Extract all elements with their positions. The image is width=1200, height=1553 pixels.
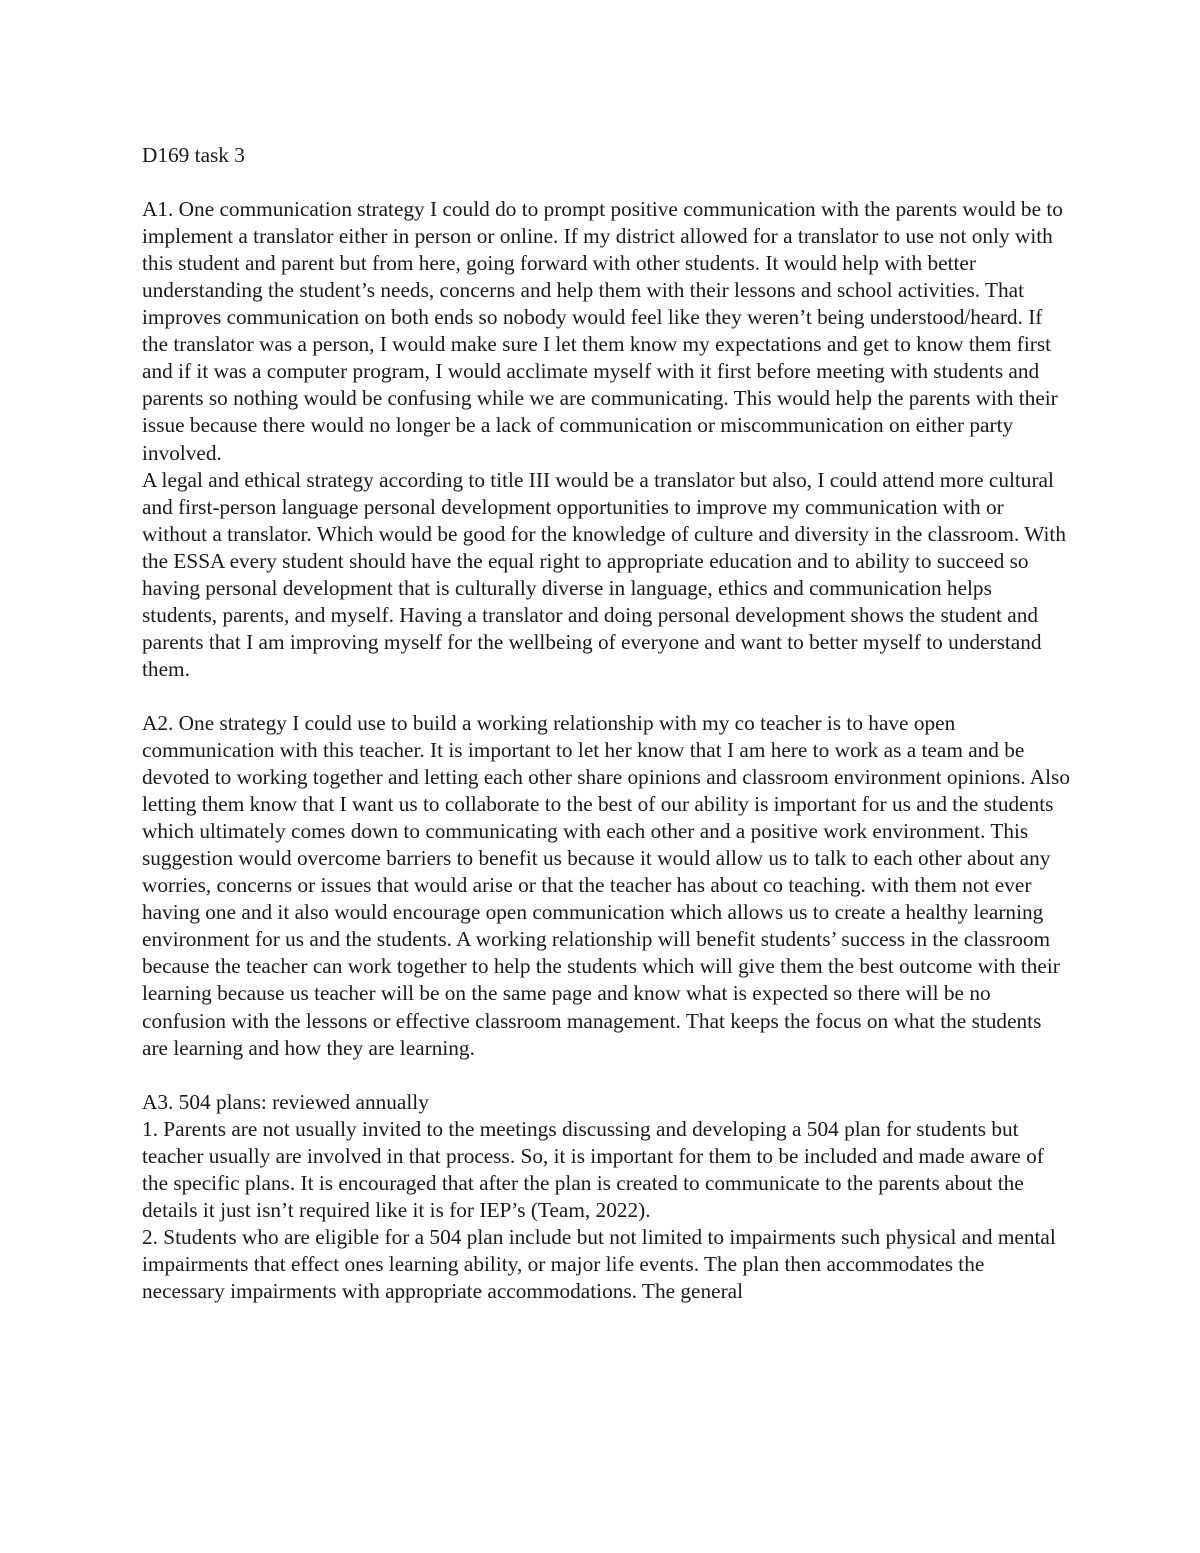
blank-line (142, 683, 1072, 710)
section-a1-paragraph-2: A legal and ethical strategy according to title III would be a translator but also, I could attend more cultural and first-person language personal development opportunities to improve my communication with or without a translator. Which would be good for the knowledge of culture and diversity in the classroom. With the ESSA every student should have the equal right to appropriate education and to ability to succeed so having personal development that is culturally diverse in language, ethics and communication helps students, parents, and myself. Having a translator and doing personal development shows the student and parents that I am improving myself for the wellbeing of everyone and want to better myself to understand them. (142, 467, 1066, 681)
section-a3-heading: A3. 504 plans: reviewed annually (142, 1089, 429, 1114)
document-body (142, 142, 1072, 1305)
blank-line (142, 169, 1072, 196)
section-a3-item-2: 2. Students who are eligible for a 504 plan include but not limited to impairments such physical and mental impairments that effect ones learning ability, or major life events. The plan then accommodates the necessary impairments with appropriate accommodations. The general (142, 1224, 1056, 1303)
document-title: D169 task 3 (142, 143, 245, 167)
blank-line (142, 1062, 1072, 1089)
section-a1-paragraph-1: A1. One communication strategy I could do to prompt positive communication with the parents would be to implement a translator either in person or online. If my district allowed for a translator to use not only with this student and parent but from here, going forward with other students. It would help with better understanding the student’s needs, concerns and help them with their lessons and school activities. That improves communication on both ends so nobody would feel like they weren’t being understood/heard. If the translator was a person, I would make sure I let them know my expectations and get to know them first and if it was a computer program, I would acclimate myself with it first before meeting with students and parents so nothing would be confusing while we are communicating. This would help the parents with their issue because there would no longer be a lack of communication or miscommunication on either party involved. (142, 197, 1063, 465)
section-a3-item-1: 1. Parents are not usually invited to the meetings discussing and developing a 504 plan for students but teacher usually are involved in that process. So, it is important for them to be included and made aware of the specific plans. It is encouraged that after the plan is created to communicate to the parents about the details it just isn’t required like it is for IEP’s (Team, 2022). (142, 1116, 1044, 1222)
section-a2-paragraph: A2. One strategy I could use to build a working relationship with my co teacher is to have open communication with this teacher. It is important to let her know that I am here to work as a team and be devoted to working together and letting each other share opinions and classroom environment opinions. Also letting them know that I want us to collaborate to the best of our ability is important for us and the students which ultimately comes down to communicating with each other and a positive work environment. This suggestion would overcome barriers to benefit us because it would allow us to talk to each other about any worries, concerns or issues that would arise or that the teacher has about co teaching. with them not ever having one and it also would encourage open communication which allows us to create a healthy learning environment for us and the students. A working relationship will benefit students’ success in the classroom because the teacher can work together to help the students which will give them the best outcome with their learning because us teacher will be on the same page and know what is expected so there will be no confusion with the lessons or effective classroom management. That keeps the focus on what the students are learning and how they are learning. (142, 710, 1070, 1060)
